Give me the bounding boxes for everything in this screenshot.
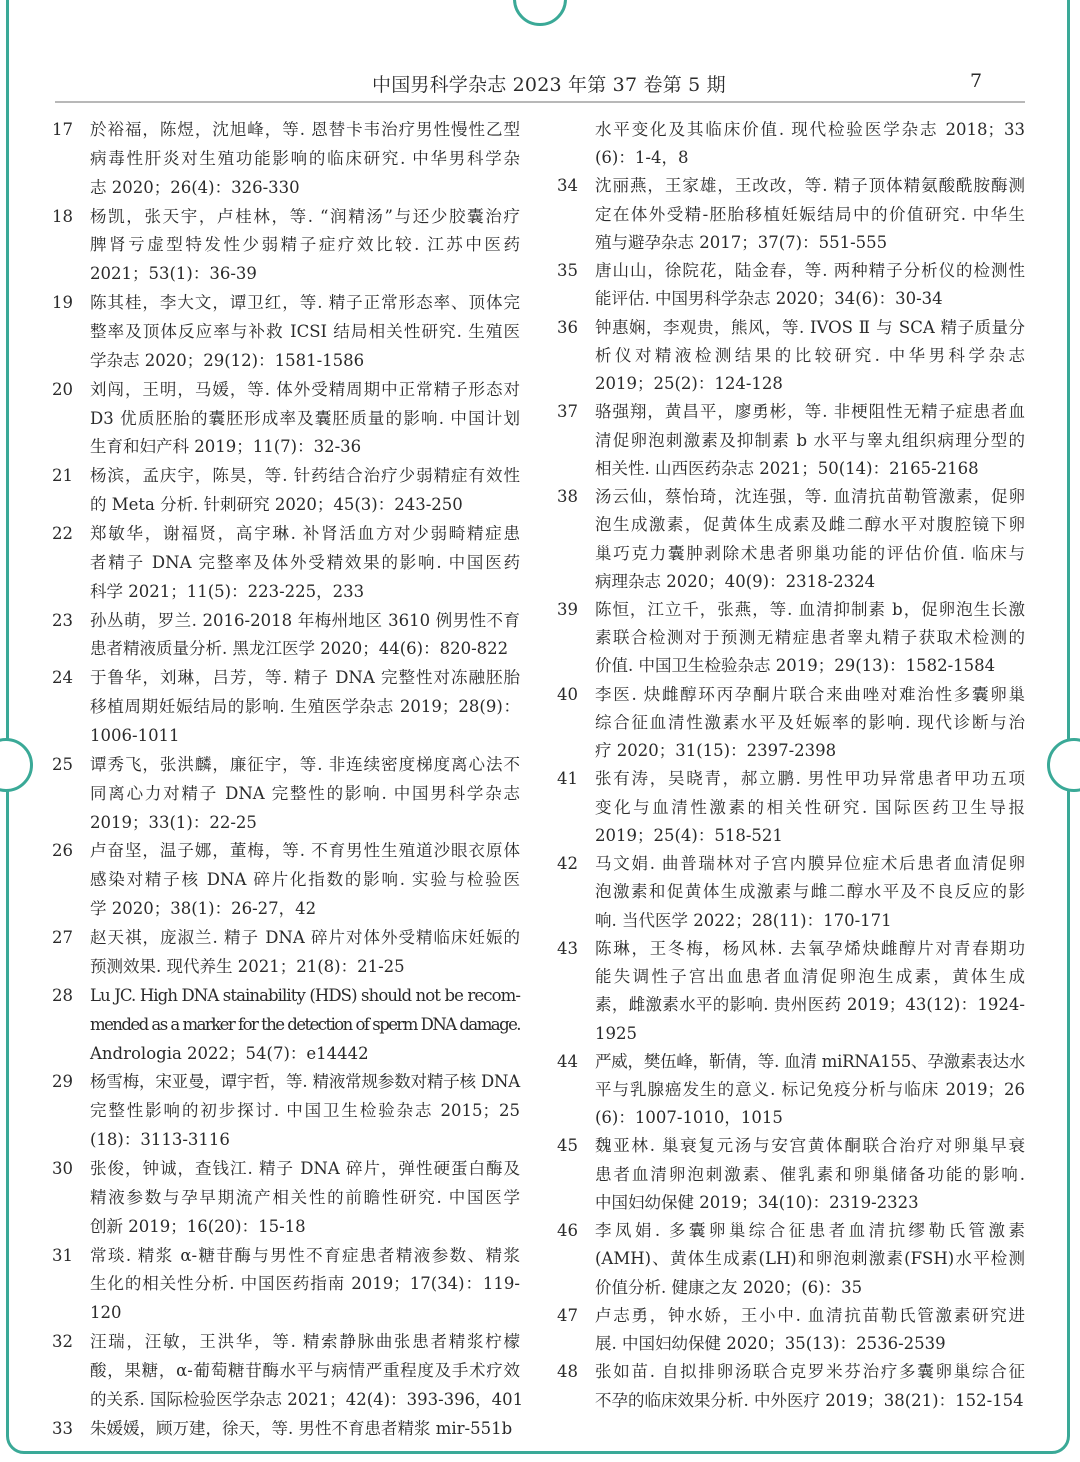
reference-item [50,289,520,376]
reference-line: 价值. 中国卫生检验杂志 2019；29(13)：1582-1584 [595,656,996,676]
reference-line: 脾肾亏虚型特发性少弱精子症疗效比较. 江苏中医药 [90,235,520,255]
reference-line: (AMH)、黄体生成素(LH)和卵泡刺激素(FSH)水平检测 [595,1249,1025,1269]
reference-line: 者精子 DNA 完整率及体外受精效果的影响. 中国医药 [90,552,520,572]
reference-number: 39 [557,599,578,619]
reference-line: 学杂志 2020；29(12)：1581-1586 [90,350,365,370]
reference-line: 酸，果糖，α-葡萄糖苷酶水平与病情严重程度及手术疗效 [90,1360,520,1380]
reference-number: 34 [557,176,578,196]
reference-line: 巢巧克力囊肿剥除术患者卵巢功能的评估价值. 临床与 [595,543,1025,563]
reference-line: 魏亚林. 巢衰复元汤与安宫黄体酮联合治疗对卵巢早衰 [595,1136,1025,1156]
reference-line: 感染对精子核 DNA 碎片化指数的影响. 实验与检验医 [90,870,520,890]
reference-item [50,203,520,290]
reference-item [50,1068,520,1155]
reference-line: 能评估. 中国男科学杂志 2020；34(6)：30-34 [595,289,943,309]
reference-line: 陈恒，江立千，张燕，等. 血清抑制素 b，促卵泡生长激 [595,599,1026,619]
reference-line: 谭秀飞，张洪麟，廉征宇，等. 非连续密度梯度离心法不 [90,754,520,774]
reference-number: 40 [557,684,578,704]
reference-line: 1925 [595,1023,637,1043]
reference-line: 定在体外受精-胚胎移植妊娠结局中的价值研究. 中华生 [595,204,1025,224]
reference-number: 20 [52,379,73,399]
reference-line: 精液参数与孕早期流产相关性的前瞻性研究. 中国医学 [90,1187,520,1207]
reference-number: 45 [557,1136,578,1156]
reference-item [50,116,520,203]
reference-item [555,765,1025,850]
journal-issue-title: 中国男科学杂志 2023 年第 37 卷第 5 期 [372,74,726,96]
reference-line: 的关系. 国际检验医学杂志 2021；42(4)：393-396，401 [90,1389,524,1409]
reference-line: 卢奋坚，温子娜，董梅，等. 不育男性生殖道沙眼衣原体 [90,841,520,861]
reference-number: 30 [52,1158,73,1178]
reference-line: 患者精液质量分析. 黑龙江医学 2020；44(6)：820-822 [90,639,509,659]
reference-number: 22 [52,524,73,544]
reference-line: 陈其桂，李大文，谭卫红，等. 精子正常形态率、顶体完 [90,293,520,313]
reference-item [555,314,1025,399]
reference-item [50,664,520,751]
reference-line: 李凤娟. 多囊卵巢综合征患者血清抗缪勒氏管激素 [595,1221,1025,1241]
reference-line: 常琰. 精浆 α-糖苷酶与男性不育症患者精液参数、精浆 [90,1245,520,1265]
reference-line: 不孕的临床效果分析. 中外医疗 2019；38(21)：152-154 [595,1390,1024,1410]
reference-line: 患者血清卵泡刺激素、催乳素和卵巢储备功能的影响. [595,1164,1025,1184]
reference-item [555,172,1025,257]
reference-item [555,1358,1025,1414]
reference-line: 郑敏华，谢福贤，高宇琳. 补肾活血方对少弱畸精症患 [90,524,520,544]
reference-item [50,462,520,520]
reference-line: 相关性. 山西医药杂志 2021；50(14)：2165-2168 [595,458,979,478]
reference-item [50,924,520,982]
reference-item [50,751,520,838]
reference-line: 张如苗. 自拟排卵汤联合克罗米芬治疗多囊卵巢综合征 [595,1362,1025,1382]
reference-line: 素联合检测对于预测无精症患者睾丸精子获取术检测的 [595,628,1025,648]
reference-number: 31 [52,1245,73,1265]
reference-item [50,1242,520,1329]
reference-line: 预测效果. 现代养生 2021；21(8)：21-25 [90,956,405,976]
reference-line: 2019；25(4)：518-521 [595,825,783,845]
reference-line: 志 2020；26(4)：326-330 [90,177,300,197]
reference-line: 于鲁华，刘琳，吕芳，等. 精子 DNA 完整性对冻融胚胎 [90,668,520,688]
reference-line: 素，雌激素水平的影响. 贵州医药 2019；43(12)：1924- [595,995,1025,1015]
reference-number: 41 [557,769,578,789]
reference-item [555,681,1025,766]
reference-line: 创新 2019；16(20)：15-18 [90,1216,306,1236]
reference-line: 泡激素和促黄体生成激素与雌二醇水平及不良反应的影 [595,882,1025,902]
reference-line: 2019；33(1)：22-25 [90,812,257,832]
reference-line: 综合征血清性激素水平及妊娠率的影响. 现代诊断与治 [595,712,1025,732]
reference-item [555,596,1025,681]
reference-number: 21 [52,466,73,486]
reference-number: 18 [52,206,73,226]
reference-line: 析仪对精液检测结果的比较研究. 中华男科学杂志 [595,345,1025,365]
reference-number: 38 [557,487,578,507]
reference-number: 43 [557,938,578,958]
reference-line: 生化的相关性分析. 中国医药指南 2019；17(34)：119- [90,1274,520,1294]
reference-item [50,607,520,665]
reference-number: 42 [557,854,578,874]
reference-item [50,1415,520,1444]
reference-line: 生育和妇产科 2019；11(7)：32-36 [90,437,362,457]
reference-line: Andrologia 2022；54(7)：e14442 [90,1043,369,1063]
reference-line: 张有涛，吴晓青，郝立鹏. 男性甲功异常患者甲功五项 [595,769,1025,789]
reference-number: 27 [52,928,73,948]
reference-line: 钟惠娴，李观贵，熊风，等. IVOS Ⅱ 与 SCA 精子质量分 [595,317,1025,337]
reference-line: 的 Meta 分析. 针刺研究 2020；45(3)：243-250 [90,495,463,515]
reference-line: 2019；25(2)：124-128 [595,374,783,394]
reference-number: 48 [557,1362,578,1382]
reference-line: 展. 中国妇幼保健 2020；35(13)：2536-2539 [595,1334,946,1354]
reference-line: 移植周期妊娠结局的影响. 生殖医学杂志 2019；28(9)： [90,697,520,717]
reference-line: 张俊，钟诚，查钱江. 精子 DNA 碎片，弹性硬蛋白酶及 [90,1158,520,1178]
reference-number: 47 [557,1305,578,1325]
reference-number: 36 [557,317,578,337]
references-left-column [50,116,524,1444]
reference-item [555,257,1025,313]
reference-number: 17 [52,120,73,139]
reference-line: 变化与血清性激素的相关性研究. 国际医药卫生导报 [595,797,1025,817]
reference-line: 刘闯，王明，马媛，等. 体外受精周期中正常精子形态对 [90,379,520,399]
reference-number: 23 [52,610,73,630]
reference-line: 水平变化及其临床价值. 现代检验医学杂志 2018；33 [595,120,1025,139]
reference-line: 孙丛萌，罗兰. 2016-2018 年梅州地区 3610 例男性不育 [90,610,520,630]
reference-item [555,1302,1025,1358]
reference-line: 沈丽燕，王家雄，王改改，等. 精子顶体精氨酸酰胺酶测 [595,176,1025,196]
reference-line: 中国妇幼保健 2019；34(10)：2319-2323 [595,1192,919,1212]
reference-item [555,1048,1025,1133]
reference-line: 学 2020；38(1)：26-27，42 [90,899,317,919]
references-right-column [555,116,1025,1415]
reference-line: 严威，樊伍峰，靳倩，等. 血清 miRNA155、孕激素表达水 [595,1051,1025,1071]
reference-line: 响. 当代医学 2022；28(11)：170-171 [595,910,892,930]
reference-line: 同离心力对精子 DNA 完整性的影响. 中国男科学杂志 [90,783,520,803]
reference-line: 平与乳腺癌发生的意义. 标记免疫分析与临床 2019；26 [595,1079,1025,1099]
reference-line: 清促卵泡刺激素及抑制素 b 水平与睾丸组织病理分型的 [595,430,1025,450]
page-number: 7 [970,70,983,92]
reference-line: (18)：3113-3116 [90,1130,230,1150]
reference-item [555,935,1025,1048]
reference-line: 殖与避孕杂志 2017；37(7)：551-555 [595,232,888,252]
reference-item [555,116,1025,172]
reference-number: 35 [557,261,578,281]
reference-number: 26 [52,841,73,861]
reference-line: 汪瑞，汪敏，王洪华，等. 精索静脉曲张患者精浆柠檬 [90,1332,520,1352]
reference-item [555,483,1025,596]
reference-number: 19 [52,293,73,313]
reference-item [555,1217,1025,1302]
reference-number: 37 [557,402,578,422]
reference-line: 病毒性肝炎对生殖功能影响的临床研究. 中华男科学杂 [90,148,520,168]
reference-item [555,1132,1025,1217]
reference-number: 46 [557,1221,578,1241]
reference-line: 120 [90,1303,122,1323]
reference-line: 卢志勇，钟水娇，王小中. 血清抗苗勒氏管激素研究进 [595,1305,1025,1325]
reference-line: 病理杂志 2020；40(9)：2318-2324 [595,571,876,591]
reference-line: 汤云仙，蔡怡琦，沈连强，等. 血清抗苗勒管激素，促卵 [595,487,1025,507]
reference-number: 24 [52,668,73,688]
reference-number: 29 [52,1072,73,1092]
header-rule [55,101,1025,103]
reference-line: 马文娟. 曲普瑞林对子宫内膜异位症术后患者血清促卵 [595,854,1025,874]
reference-line: 科学 2021；11(5)：223-225，233 [90,581,365,601]
reference-line: D3 优质胚胎的囊胚形成率及囊胚质量的影响. 中国计划 [90,408,520,428]
reference-line: mended as a marker for the detection of sperm DNA damage. [90,1014,520,1034]
reference-line: Lu JC. High DNA stainability (HDS) should not be recom- [90,985,520,1005]
reference-number: 28 [52,985,73,1005]
reference-line: 疗 2020；31(15)：2397-2398 [595,741,837,761]
reference-item [555,850,1025,935]
reference-line: (6)：1007-1010，1015 [595,1108,783,1128]
reference-line: 2021；53(1)：36-39 [90,264,257,284]
reference-line: 唐山山，徐院花，陆金春，等. 两种精子分析仪的检测性 [595,261,1025,281]
reference-line: (6)：1-4，8 [595,148,689,168]
reference-item [50,376,520,463]
reference-line: 杨凯，张天宇，卢桂林，等. “润精汤”与还少胶囊治疗 [90,206,520,226]
reference-line: 李医. 炔雌醇环丙孕酮片联合来曲唑对难治性多囊卵巢 [595,684,1025,704]
reference-item [555,398,1025,483]
reference-line: 杨滨，孟庆宇，陈昊，等. 针药结合治疗少弱精症有效性 [90,466,520,486]
reference-item [50,1328,524,1415]
running-header [0,68,1080,98]
reference-item [50,1155,520,1242]
reference-line: 能失调性子宫出血患者血清促卵泡生成素，黄体生成 [595,967,1025,987]
reference-line: 泡生成激素，促黄体生成素及雌二醇水平对腹腔镜下卵 [595,515,1025,535]
reference-item [50,982,520,1069]
reference-item [50,837,520,924]
reference-line: 赵天祺，庞淑兰. 精子 DNA 碎片对体外受精临床妊娠的 [90,928,520,948]
reference-line: 骆强翔，黄昌平，廖勇彬，等. 非梗阻性无精子症患者血 [595,402,1025,422]
reference-item [50,520,520,607]
reference-line: 杨雪梅，宋亚曼，谭宇哲，等. 精液常规参数对精子核 DNA [90,1072,520,1092]
reference-number: 32 [52,1332,73,1352]
reference-line: 整率及顶体反应率与补救 ICSI 结局相关性研究. 生殖医 [90,322,520,342]
reference-line: 价值分析. 健康之友 2020；(6)：35 [595,1277,863,1297]
reference-number: 33 [52,1418,73,1438]
reference-number: 44 [557,1051,578,1071]
reference-line: 陈琳，王冬梅，杨风林. 去氧孕烯炔雌醇片对青春期功 [595,938,1025,958]
reference-line: 朱媛媛，顾万建，徐天，等. 男性不育患者精浆 mir-551b [90,1418,513,1438]
reference-line: 完整性影响的初步探讨. 中国卫生检验杂志 2015；25 [90,1101,520,1121]
reference-number: 25 [52,754,73,774]
reference-line: 1006-1011 [90,726,180,746]
reference-line: 於裕福，陈煜，沈旭峰，等. 恩替卡韦治疗男性慢性乙型 [90,120,520,139]
